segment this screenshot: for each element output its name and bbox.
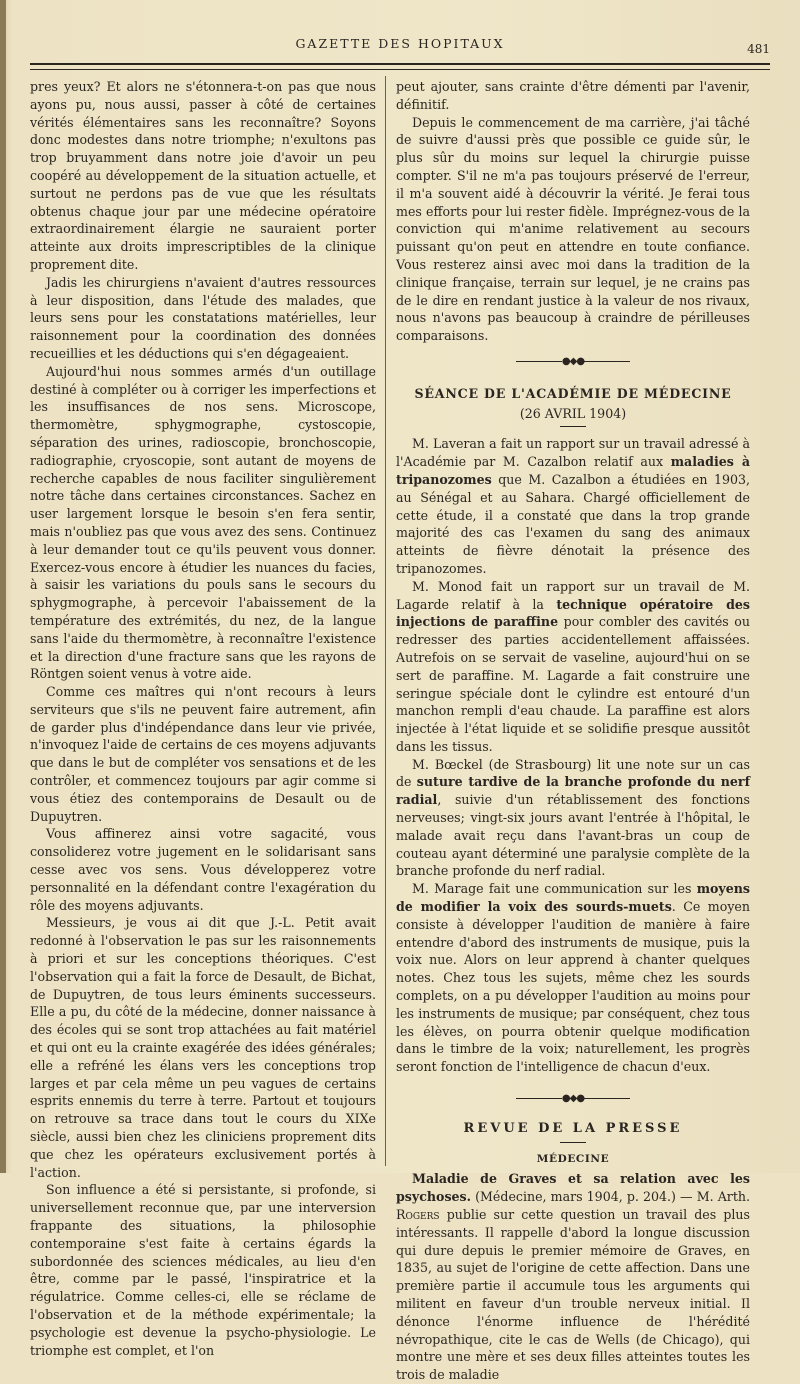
paragraph: Aujourd'hui nous sommes armés d'un outillage destiné à compléter ou à corriger les imperfections et les insuffisances de nos sens. Microscope, thermomètre, sphygmographe, cystoscopie, séparation des urines, radioscopie, bronchoscopie, radiographie, cryoscopie, sont autant de moyens de recherche capables de nous faciliter singulièrement notre tâche dans certaines circonstances. Sachez en user largement lorsque le besoin s'en fera sentir, mais n'oubliez pas que vous avez des sens. Continuez à leur demander tout ce qu'ils peuvent vous donner. Exercez-vous encore à étudier les nuances du facies, à saisir les variations du pouls sans le secours du sphygmographe, à percevoir l'abaissement de la température des extrémités, du nez, de la langue sans l'aide du thermomètre, à reconnaître l'existence et la direction d'une fracture sans que les rayons de Röntgen soient venus à votre aide. (30, 363, 376, 682)
ornament-divider: ●◆● (396, 353, 750, 371)
right-column (396, 78, 750, 1384)
paragraph: pres yeux? Et alors ne s'étonnera-t-on pas que nous ayons pu, nous aussi, passer à côté de certaines vérités élémentaires sans les reconnaître? Soyons donc modestes dans notre triomphe; n'exultons pas trop bruyamment dans notre joie d'avoir un peu coopéré au développement de la situation actuelle, et surtout ne perdons pas de vue que les résultats obtenus chaque jour par une médecine opératoire extraordinairement élargie ne sauraient porter atteinte aux droits imprescriptibles de la clinique proprement dite. (30, 79, 376, 272)
paragraph: Jadis les chirurgiens n'avaient d'autres ressources à leur disposition, dans l'étude des malades, que leurs sens pour les constatations matérielles, leur raisonnement pour la coordination des données recueillies et les déductions qui s'en dégageaient. (30, 274, 376, 361)
page-spine (0, 0, 6, 1173)
seance-paragraph: M. Laveran a fait un rapport sur un travail adressé à l'Académie par M. Cazalbon relatif aux maladies à tripanozomes que M. Cazalbon a étudiées en 1903, au Sénégal et au Sahara. Chargé officiellement de cette étude, il a constaté que dans la trop grande majorité des cas l'examen du sang des animaux atteints de fièvre dénotait la présence des tripanozomes. (396, 436, 750, 576)
revue-article: Maladie de Graves et sa relation avec les psychoses. (Médecine, mars 1904, p. 204.) — M. Arth. Rogers publie sur cette question un travail des plus intéressants. Il rappelle d'abord la longue discussion qui dure depuis le premier mémoire de Graves, en 1835, au sujet de l'origine de cette affection. Dans une première partie il accumule tous les arguments qui militent en faveur d'un trouble nerveux initial. Il dénonce l'énorme influence de l'hérédité névropathique, cite le cas de Wells (de Chicago), qui montre une mère et ses deux filles atteintes toutes les trois de maladie (396, 1171, 751, 1383)
paragraph: peut ajouter, sans crainte d'être démenti par l'avenir, définitif. (396, 79, 750, 112)
seance-paragraph: M. Marage fait une communication sur les moyens de modifier la voix des sourds-muets. Ce moyen consiste à développer l'audition de manière à faire entendre d'abord des instruments de musique, puis la voix nue. Alors on leur apprend à chanter quelques notes. Chez tous les sujets, même chez les sourds complets, on a pu développer l'audition au moins pour les instruments de musique; par conséquent, chez tous les élèves, on pourra obtenir quelque modification dans le timbre de la voix; naturellement, les progrès seront fonction de l'intelligence de chacun d'eux. (396, 881, 750, 1075)
section-title-seance: SÉANCE DE L'ACADÉMIE DE MÉDECINE (414, 385, 732, 401)
publication-title: GAZETTE DES HOPITAUX (295, 36, 505, 51)
article-title: Maladie de Graves et sa relation avec les psychoses. (396, 1171, 750, 1205)
paragraph: Vous affinerez ainsi votre sagacité, vous consoliderez votre jugement en le solidarisant sans cesse avec vos sens. Vous développerez votre personnalité en la défendant contre l'exagération du rôle des moyens adjuvants. (30, 826, 376, 913)
section-date: (26 AVRIL 1904) (519, 405, 627, 421)
paragraph: Son influence a été si persistante, si profonde, si universellement reconnue que, par une interversion frappante des situations, la philosophie contemporaine s'est faite à certains égards la subordonnée des sciences médicales, au lieu d'en être, comme par le passé, l'inspiratrice et la régulatrice. Comme celles-ci, elle se réclame de l'observation et de la méthode expérimentale; la psychologie est devenue la psycho-physiologie. Le triomphe est complet, et l'on (30, 1182, 376, 1358)
section-rule (560, 1142, 586, 1143)
page-header (30, 36, 770, 56)
header-rule-thin (30, 69, 770, 70)
header-rule-thick (30, 63, 770, 65)
column-divider (385, 76, 386, 1166)
section-title-revue: REVUE DE LA PRESSE (463, 1120, 683, 1136)
article-author: Rogers (396, 1207, 440, 1223)
paragraph: Messieurs, je vous ai dit que J.-L. Petit avait redonné à l'observation le pas sur les raisonnements à priori et sur les conceptions théoriques. C'est l'observation qui a fait la force de Desault, de Bichat, de Dupuytren, de tous leurs éminents successeurs. Elle a pu, du côté de la médecine, donner naissance à des écoles qui se sont trop attachées au fait matériel et qui ont eu la crainte exagérée des idées générales; elle a refréné les élans vers les conceptions trop larges et par cela même un peu vagues de certains esprits ennemis du terre à terre. Partout et toujours on retrouve sa trace dans tout le cours du XIXe siècle, aussi bien chez les cliniciens proprement dits que chez les opérateurs exclusivement portés à l'action. (30, 915, 376, 1180)
seance-paragraph: M. Monod fait un rapport sur un travail de M. Lagarde relatif à la technique opératoire des injections de paraffine pour combler des cavités ou redresser des parties accidentellement affaissées. Autrefois on se servait de vaseline, aujourd'hui on se sert de paraffine. M. Lagarde a fait construire une seringue spéciale dont le cylindre est entouré d'un manchon rempli d'eau chaude. La paraffine est alors injectée à l'état liquide et se solidifie presque aussitôt dans les tissus. (396, 578, 750, 754)
page-number: 481 (747, 42, 770, 56)
paragraph: Depuis le commencement de ma carrière, j'ai tâché de suivre d'aussi près que possible ce guide sûr, le plus sûr du moins sur lequel la chirurgie puisse compter. S'il ne m'a pas toujours préservé de l'erreur, il m'a souvent aidé à découvrir la vérité. Je ferai tous mes efforts pour lui rester fidèle. Imprégnez-vous de la conviction qui m'anime relativement au secours puissant qu'on peut en attendre en toute confiance. Vous resterez ainsi avec moi dans la tradition de la clinique française, terrain sur lequel, je ne crains pas de le dire en rendant justice à la valeur de nos rivaux, nous n'avons pas beaucoup à craindre de périlleuses comparaisons. (396, 114, 750, 344)
seance-paragraph: M. Bœckel (de Strasbourg) lit une note sur un cas de suture tardive de la branche profonde du nerf radial, suivie d'un rétablissement des fonctions nerveuses; vingt-six jours avant l'entrée à l'hôpital, le malade avait reçu dans l'avant-bras un coup de couteau ayant déterminé une paralysie complète de la branche profonde du nerf radial. (396, 756, 750, 879)
paragraph: Comme ces maîtres qui n'ont recours à leurs serviteurs que s'ils ne peuvent faire autrement, afin de garder plus d'indépendance dans leur vie privée, n'invoquez l'aide de certains de ces moyens adjuvants que dans le but de compléter vos sensations et de les contrôler, et commencez toujours par agir comme si vous étiez des contemporains de Desault ou de Dupuytren. (30, 684, 376, 824)
section-rule (560, 426, 586, 427)
ornament-divider: ●◆● (396, 1090, 750, 1108)
section-subhead: MÉDECINE (536, 1152, 610, 1165)
left-column (30, 78, 376, 1359)
